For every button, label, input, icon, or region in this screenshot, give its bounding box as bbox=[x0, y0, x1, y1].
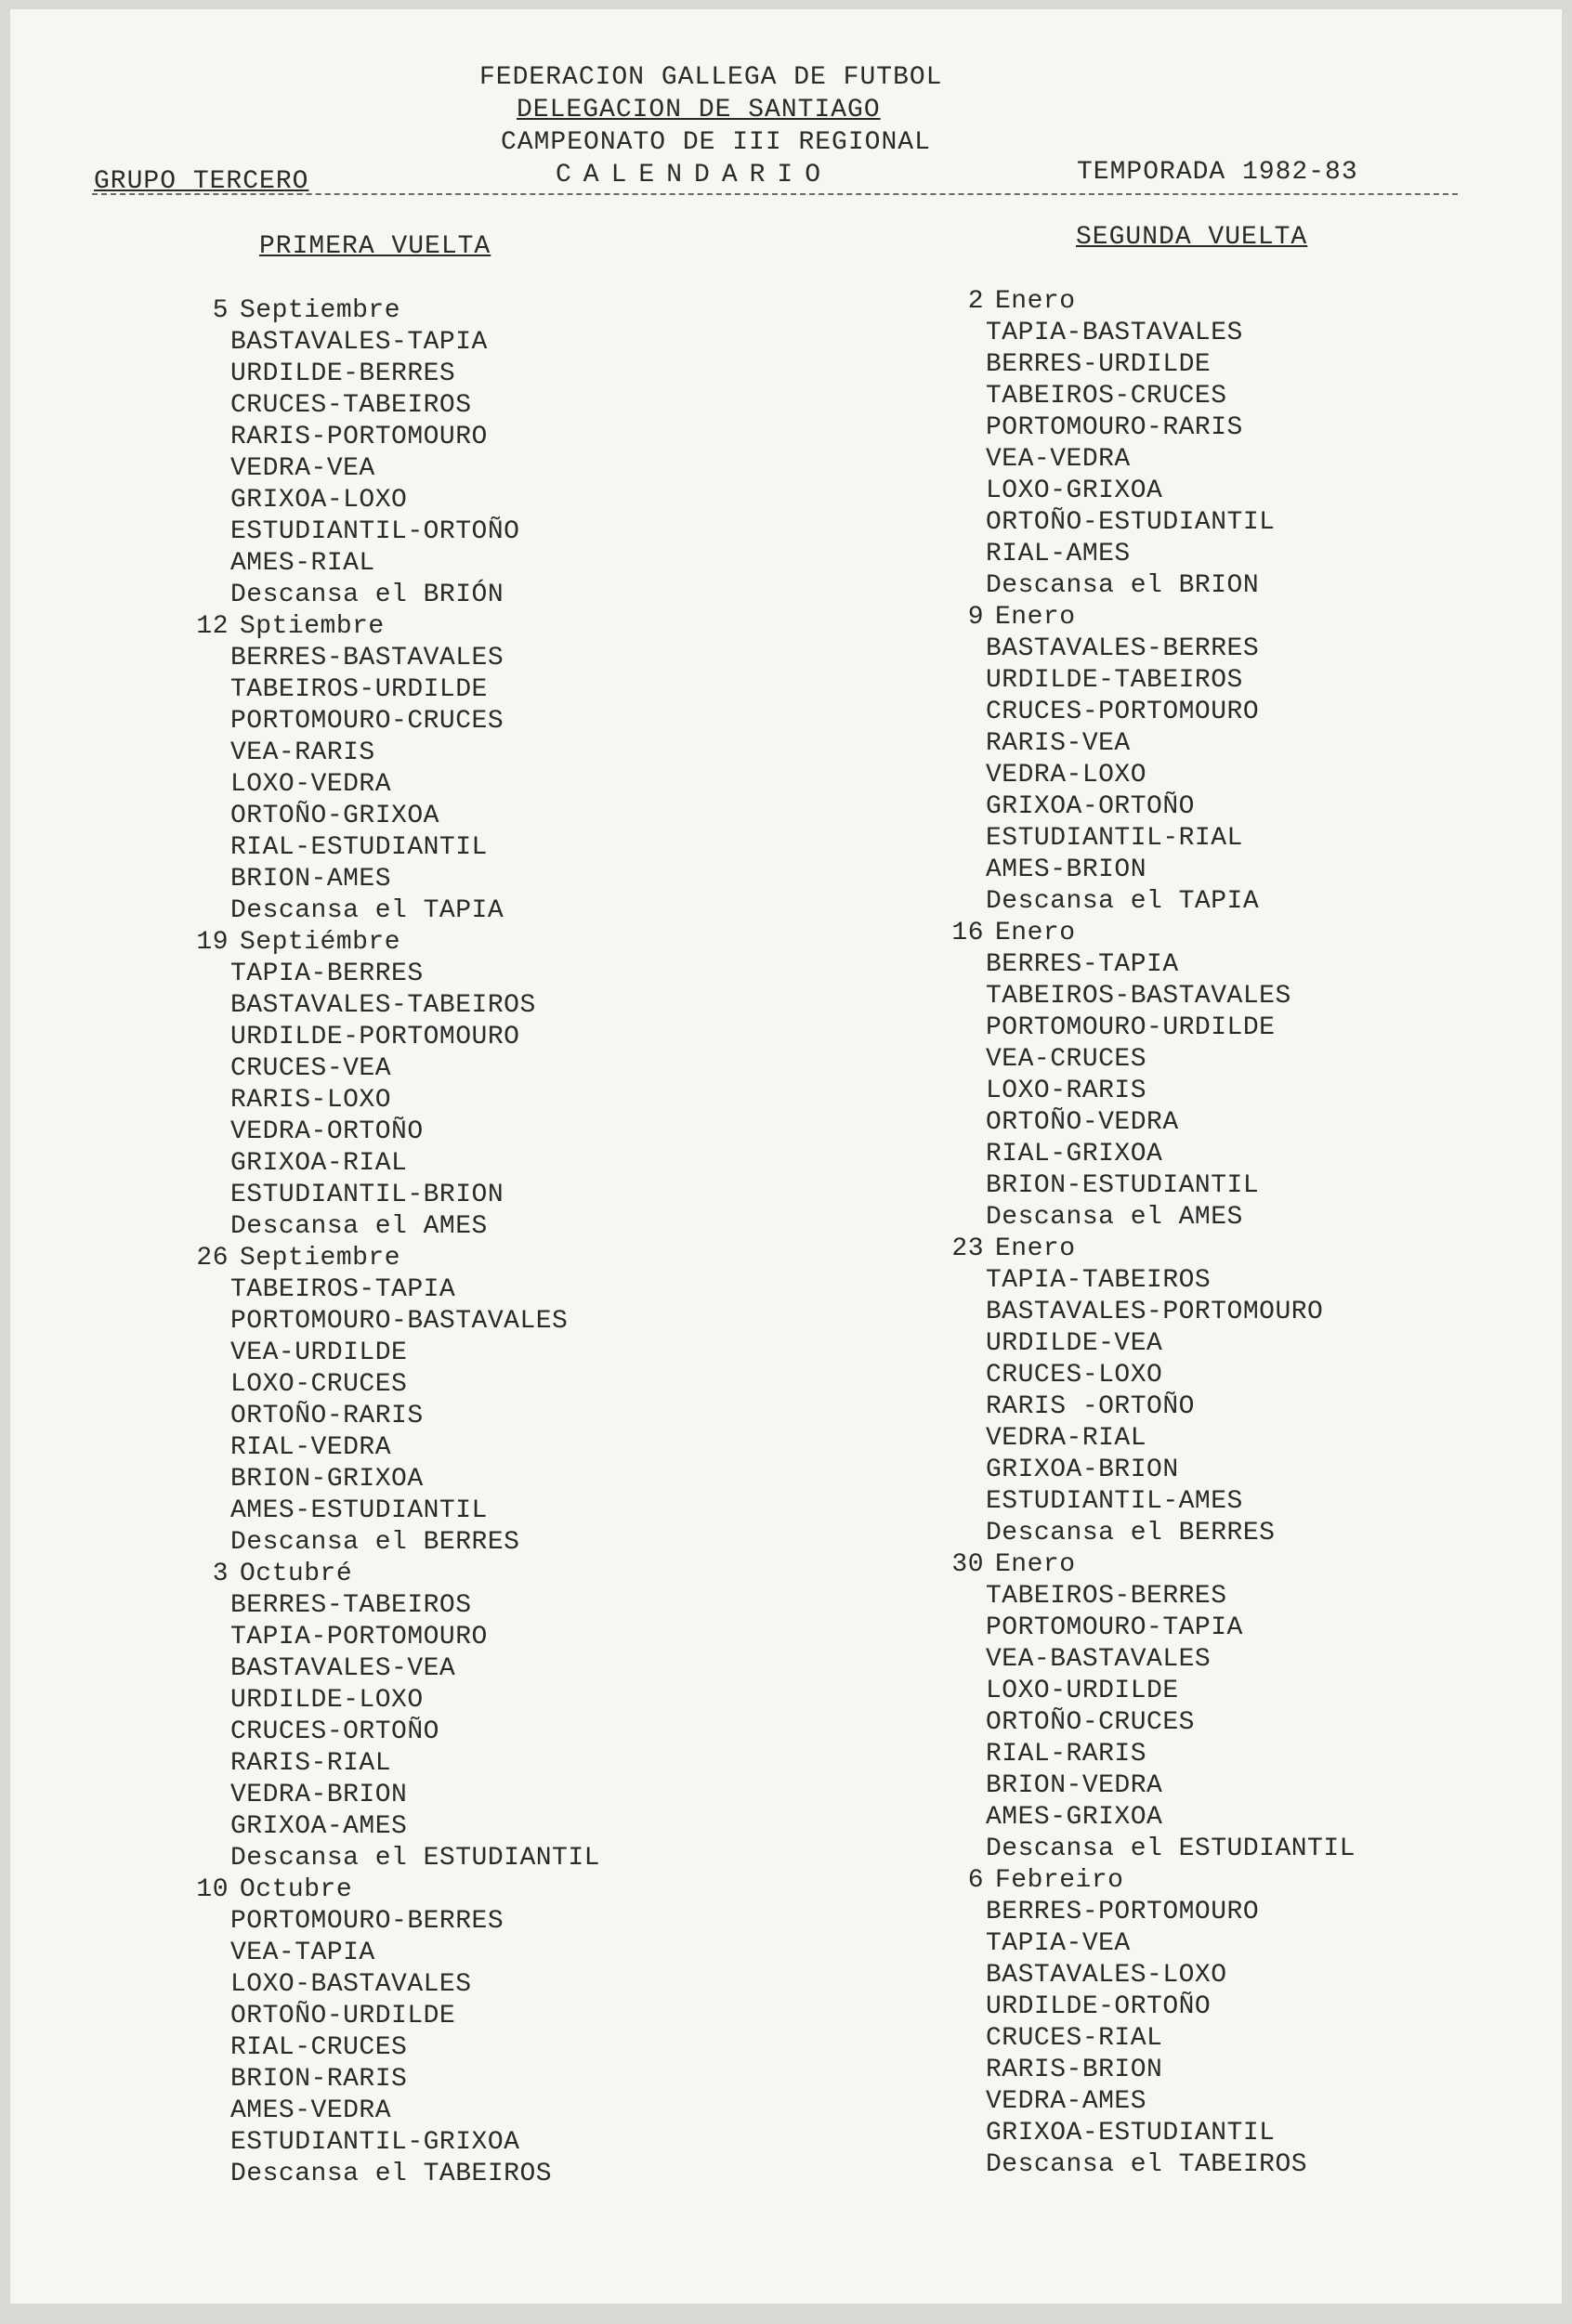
match-line: TABEIROS-URDILDE bbox=[230, 675, 488, 704]
match-line: PORTOMOURO-URDILDE bbox=[986, 1013, 1276, 1042]
match-line: BERRES-TABEIROS bbox=[230, 1591, 472, 1620]
round-month: Septiémbre bbox=[240, 928, 401, 957]
match-line: RIAL-VEDRA bbox=[230, 1433, 392, 1462]
round-date bbox=[939, 1865, 1356, 1897]
round-block bbox=[184, 927, 600, 1243]
match-line: VEA-BASTAVALES bbox=[986, 1645, 1212, 1674]
rest-team-line: Descansa el AMES bbox=[230, 1212, 488, 1241]
match-line: VEA-URDILDE bbox=[230, 1338, 408, 1367]
match-line: GRIXOA-BRION bbox=[986, 1456, 1179, 1484]
rest-team-line: Descansa el ESTUDIANTIL bbox=[230, 1844, 600, 1873]
match-line: ORTOÑO-GRIXOA bbox=[230, 802, 439, 830]
round-date bbox=[939, 286, 1356, 318]
round-day: 5 bbox=[212, 296, 229, 325]
match-line: AMES-GRIXOA bbox=[986, 1803, 1163, 1832]
match-line: RARIS-PORTOMOURO bbox=[230, 423, 488, 451]
first-leg-title: PRIMERA VUELTA bbox=[259, 232, 491, 261]
round-month: Enero bbox=[995, 287, 1076, 316]
rest-team-line: Descansa el TAPIA bbox=[230, 896, 504, 925]
round-block bbox=[939, 1865, 1356, 2181]
match-line: AMES-ESTUDIANTIL bbox=[230, 1496, 488, 1525]
match-line: BRION-RARIS bbox=[230, 2065, 408, 2094]
document-page bbox=[10, 9, 1562, 2304]
round-month: Septiembre bbox=[240, 1244, 401, 1273]
match-line: ORTOÑO-ESTUDIANTIL bbox=[986, 508, 1276, 537]
match-line: ESTUDIANTIL-RIAL bbox=[986, 824, 1243, 853]
round-block bbox=[939, 1549, 1356, 1865]
match-line: BRION-VEDRA bbox=[986, 1771, 1163, 1800]
match-line: CRUCES-LOXO bbox=[986, 1361, 1163, 1390]
round-day: 9 bbox=[967, 603, 984, 632]
match-line: VEA-VEDRA bbox=[986, 445, 1131, 474]
match-line: VEDRA-RIAL bbox=[986, 1424, 1147, 1453]
match-line: URDILDE-ORTOÑO bbox=[986, 1992, 1212, 2021]
match-line: AMES-RIAL bbox=[230, 549, 375, 578]
match-line: PORTOMOURO-TAPIA bbox=[986, 1613, 1243, 1642]
match-line: PORTOMOURO-BERRES bbox=[230, 1907, 504, 1936]
match-line: TABEIROS-BASTAVALES bbox=[986, 982, 1291, 1011]
match-line: BASTAVALES-LOXO bbox=[986, 1961, 1227, 1990]
match-line: VEDRA-ORTOÑO bbox=[230, 1117, 424, 1146]
round-date bbox=[939, 602, 1356, 633]
delegation-title: DELEGACION DE SANTIAGO bbox=[517, 96, 881, 124]
round-month: Enero bbox=[995, 603, 1076, 632]
round-month: Enero bbox=[995, 1234, 1076, 1263]
match-line: RIAL-CRUCES bbox=[230, 2033, 408, 2062]
match-line: TAPIA-VEA bbox=[986, 1929, 1131, 1958]
match-line: BASTAVALES-BERRES bbox=[986, 634, 1260, 663]
round-date bbox=[184, 611, 600, 643]
match-line: BASTAVALES-VEA bbox=[230, 1654, 456, 1683]
match-line: RIAL-AMES bbox=[986, 540, 1131, 568]
match-line: TABEIROS-TAPIA bbox=[230, 1275, 456, 1304]
round-block bbox=[939, 1234, 1356, 1549]
match-line: RARIS-VEA bbox=[986, 729, 1131, 758]
match-line: CRUCES-PORTOMOURO bbox=[986, 698, 1260, 726]
round-day: 19 bbox=[196, 928, 229, 957]
round-block bbox=[184, 1559, 600, 1874]
match-line: GRIXOA-LOXO bbox=[230, 486, 408, 515]
match-line: VEDRA-LOXO bbox=[986, 761, 1147, 790]
match-line: TABEIROS-CRUCES bbox=[986, 382, 1227, 411]
round-date bbox=[939, 918, 1356, 949]
match-line: BRION-AMES bbox=[230, 865, 392, 894]
match-line: LOXO-GRIXOA bbox=[986, 477, 1163, 505]
rest-team-line: Descansa el TABEIROS bbox=[986, 2150, 1308, 2179]
round-date bbox=[939, 1549, 1356, 1581]
match-line: PORTOMOURO-CRUCES bbox=[230, 707, 504, 736]
match-line: GRIXOA-ESTUDIANTIL bbox=[986, 2119, 1276, 2148]
match-line: TAPIA-PORTOMOURO bbox=[230, 1623, 488, 1652]
match-line: BRION-GRIXOA bbox=[230, 1465, 424, 1494]
match-line: GRIXOA-ORTOÑO bbox=[986, 792, 1195, 821]
match-line: CRUCES-RIAL bbox=[986, 2024, 1163, 2053]
round-block bbox=[184, 1874, 600, 2190]
rest-team-line: Descansa el TABEIROS bbox=[230, 2160, 553, 2188]
match-line: BERRES-URDILDE bbox=[986, 350, 1212, 379]
match-line: LOXO-BASTAVALES bbox=[230, 1970, 472, 1999]
round-block bbox=[184, 611, 600, 927]
round-day: 2 bbox=[967, 287, 984, 316]
round-month: Sptiembre bbox=[240, 612, 385, 641]
match-line: GRIXOA-AMES bbox=[230, 1812, 408, 1841]
match-line: BERRES-PORTOMOURO bbox=[986, 1898, 1260, 1926]
round-block bbox=[939, 286, 1356, 602]
round-month: Enero bbox=[995, 919, 1076, 947]
round-day: 12 bbox=[196, 612, 229, 641]
match-line: TAPIA-BERRES bbox=[230, 960, 424, 988]
group-label: GRUPO TERCERO bbox=[94, 167, 309, 196]
match-line: BASTAVALES-TAPIA bbox=[230, 328, 488, 357]
round-block bbox=[939, 602, 1356, 918]
round-day: 30 bbox=[951, 1550, 984, 1579]
match-line: URDILDE-TABEIROS bbox=[986, 666, 1243, 695]
match-line: GRIXOA-RIAL bbox=[230, 1149, 408, 1178]
round-day: 6 bbox=[967, 1866, 984, 1895]
match-line: ORTOÑO-RARIS bbox=[230, 1402, 424, 1430]
second-leg-title: SEGUNDA VUELTA bbox=[1076, 223, 1308, 252]
match-line: RARIS -ORTOÑO bbox=[986, 1392, 1195, 1421]
match-line: LOXO-RARIS bbox=[986, 1077, 1147, 1105]
match-line: TAPIA-BASTAVALES bbox=[986, 319, 1243, 347]
round-day: 16 bbox=[951, 919, 984, 947]
rest-team-line: Descansa el BERRES bbox=[986, 1519, 1276, 1547]
round-date bbox=[184, 927, 600, 959]
match-line: LOXO-URDILDE bbox=[986, 1677, 1179, 1705]
match-line: ESTUDIANTIL-BRION bbox=[230, 1181, 504, 1209]
federation-title: FEDERACION GALLEGA DE FUTBOL bbox=[479, 63, 943, 92]
rest-team-line: Descansa el AMES bbox=[986, 1203, 1243, 1232]
second-leg-column bbox=[939, 286, 1356, 2181]
match-line: TAPIA-TABEIROS bbox=[986, 1266, 1212, 1295]
match-line: URDILDE-VEA bbox=[986, 1329, 1163, 1358]
round-block bbox=[184, 295, 600, 611]
season-label: TEMPORADA 1982-83 bbox=[1077, 158, 1358, 187]
match-line: VEDRA-AMES bbox=[986, 2087, 1147, 2116]
match-line: VEDRA-VEA bbox=[230, 454, 375, 483]
match-line: RARIS-LOXO bbox=[230, 1086, 392, 1115]
match-line: RIAL-GRIXOA bbox=[986, 1140, 1163, 1169]
match-line: BASTAVALES-TABEIROS bbox=[230, 991, 536, 1020]
rest-team-line: Descansa el BRION bbox=[986, 571, 1260, 600]
rest-team-line: Descansa el TAPIA bbox=[986, 887, 1260, 916]
match-line: AMES-BRION bbox=[986, 855, 1147, 884]
match-line: TABEIROS-BERRES bbox=[986, 1582, 1227, 1611]
match-line: RARIS-RIAL bbox=[230, 1749, 392, 1778]
match-line: VEA-TAPIA bbox=[230, 1939, 375, 1967]
match-line: BRION-ESTUDIANTIL bbox=[986, 1171, 1260, 1200]
match-line: ESTUDIANTIL-GRIXOA bbox=[230, 2128, 520, 2157]
round-day: 26 bbox=[196, 1244, 229, 1273]
match-line: URDILDE-LOXO bbox=[230, 1686, 424, 1715]
match-line: AMES-VEDRA bbox=[230, 2096, 392, 2125]
match-line: URDILDE-PORTOMOURO bbox=[230, 1023, 520, 1051]
match-line: LOXO-VEDRA bbox=[230, 770, 392, 799]
round-month: Enero bbox=[995, 1550, 1076, 1579]
round-day: 23 bbox=[951, 1234, 984, 1263]
round-date bbox=[184, 1874, 600, 1906]
round-month: Febreiro bbox=[995, 1866, 1124, 1895]
match-line: URDILDE-BERRES bbox=[230, 359, 456, 388]
match-line: BERRES-TAPIA bbox=[986, 950, 1179, 979]
round-block bbox=[939, 918, 1356, 1234]
match-line: BERRES-BASTAVALES bbox=[230, 644, 504, 672]
rest-team-line: Descansa el BRIÓN bbox=[230, 581, 504, 609]
match-line: RIAL-ESTUDIANTIL bbox=[230, 833, 488, 862]
calendar-title: CALENDARIO bbox=[556, 161, 833, 189]
round-day: 10 bbox=[196, 1875, 229, 1904]
match-line: VEDRA-BRION bbox=[230, 1781, 408, 1809]
match-line: VEA-CRUCES bbox=[986, 1045, 1147, 1074]
match-line: ORTOÑO-CRUCES bbox=[986, 1708, 1195, 1737]
round-date bbox=[184, 1559, 600, 1590]
match-line: LOXO-CRUCES bbox=[230, 1370, 408, 1399]
match-line: CRUCES-TABEIROS bbox=[230, 391, 472, 420]
rest-team-line: Descansa el ESTUDIANTIL bbox=[986, 1834, 1356, 1863]
championship-title: CAMPEONATO DE III REGIONAL bbox=[501, 128, 931, 157]
round-month: Octubré bbox=[240, 1560, 353, 1588]
round-date bbox=[184, 1243, 600, 1274]
round-month: Octubre bbox=[240, 1875, 353, 1904]
match-line: BASTAVALES-PORTOMOURO bbox=[986, 1298, 1324, 1326]
match-line: RARIS-BRION bbox=[986, 2056, 1163, 2084]
match-line: CRUCES-VEA bbox=[230, 1054, 392, 1083]
round-day: 3 bbox=[212, 1560, 229, 1588]
match-line: ORTOÑO-URDILDE bbox=[230, 2002, 456, 2030]
match-line: ESTUDIANTIL-ORTOÑO bbox=[230, 517, 520, 546]
match-line: PORTOMOURO-BASTAVALES bbox=[230, 1307, 569, 1336]
match-line: CRUCES-ORTOÑO bbox=[230, 1717, 439, 1746]
match-line: PORTOMOURO-RARIS bbox=[986, 413, 1243, 442]
match-line: RIAL-RARIS bbox=[986, 1740, 1147, 1769]
match-line: VEA-RARIS bbox=[230, 738, 375, 767]
rest-team-line: Descansa el BERRES bbox=[230, 1528, 520, 1557]
match-line: ORTOÑO-VEDRA bbox=[986, 1108, 1179, 1137]
first-leg-column bbox=[184, 295, 600, 2190]
round-date bbox=[939, 1234, 1356, 1265]
round-month: Septiembre bbox=[240, 296, 401, 325]
round-date bbox=[184, 295, 600, 327]
header-divider bbox=[92, 193, 1458, 195]
round-block bbox=[184, 1243, 600, 1559]
match-line: ESTUDIANTIL-AMES bbox=[986, 1487, 1243, 1516]
